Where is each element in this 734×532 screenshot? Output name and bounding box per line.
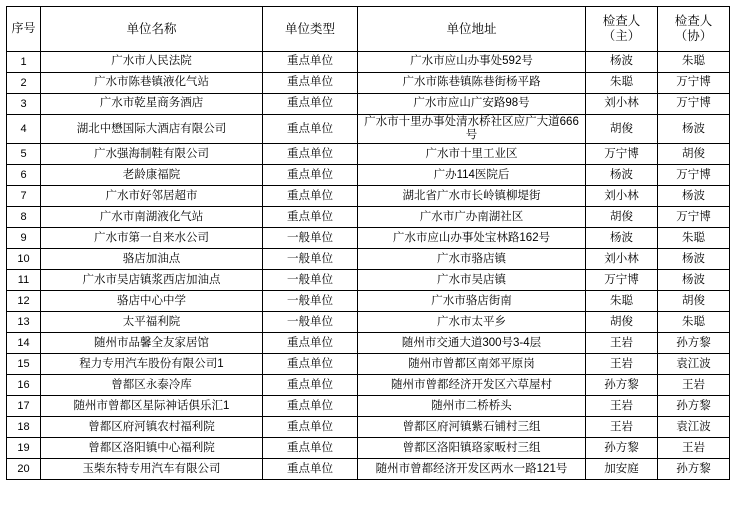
cell-seq: 10	[7, 249, 41, 270]
column-header-address: 单位地址	[358, 7, 586, 52]
cell-inspector-main: 王岩	[586, 396, 658, 417]
table-row[interactable]	[7, 270, 730, 291]
cell-inspector-assist: 孙方黎	[658, 396, 730, 417]
cell-type: 重点单位	[263, 165, 358, 186]
cell-seq: 9	[7, 228, 41, 249]
cell-address: 广水市十里办事处清水桥社区应广大道666号	[358, 115, 586, 144]
cell-type: 重点单位	[263, 333, 358, 354]
cell-address: 广水市应山办事处宝林路162号	[358, 228, 586, 249]
cell-seq: 7	[7, 186, 41, 207]
cell-address: 随州市交通大道300号3-4层	[358, 333, 586, 354]
cell-inspector-main: 杨波	[586, 228, 658, 249]
column-header-inspector-main	[586, 7, 658, 52]
cell-seq: 17	[7, 396, 41, 417]
column-header-seq: 序号	[7, 7, 41, 52]
cell-inspector-assist: 万宁博	[658, 165, 730, 186]
cell-inspector-assist: 孙方黎	[658, 459, 730, 480]
cell-name: 广水市第一自来水公司	[41, 228, 263, 249]
cell-inspector-main: 孙方黎	[586, 375, 658, 396]
column-header-type: 单位类型	[263, 7, 358, 52]
cell-name: 骆店中心中学	[41, 291, 263, 312]
table-row[interactable]	[7, 144, 730, 165]
cell-seq: 18	[7, 417, 41, 438]
cell-address: 曾都区府河镇紫石铺村三组	[358, 417, 586, 438]
cell-type: 一般单位	[263, 249, 358, 270]
cell-inspector-assist: 杨波	[658, 270, 730, 291]
column-header-inspector-assist-line1: 检查人	[674, 14, 713, 28]
cell-inspector-main: 杨波	[586, 52, 658, 73]
table-body	[7, 52, 730, 480]
cell-name: 老龄康福院	[41, 165, 263, 186]
cell-seq: 11	[7, 270, 41, 291]
cell-inspector-assist: 胡俊	[658, 144, 730, 165]
cell-name: 随州市品馨全友家居馆	[41, 333, 263, 354]
cell-type: 重点单位	[263, 144, 358, 165]
cell-seq: 15	[7, 354, 41, 375]
cell-name: 广水市人民法院	[41, 52, 263, 73]
cell-name: 广水市吴店镇浆西店加油点	[41, 270, 263, 291]
cell-inspector-main: 胡俊	[586, 207, 658, 228]
table-row[interactable]	[7, 165, 730, 186]
cell-address: 广水市骆店镇	[358, 249, 586, 270]
cell-inspector-main: 万宁博	[586, 270, 658, 291]
cell-inspector-assist: 王岩	[658, 438, 730, 459]
cell-inspector-main: 朱聪	[586, 73, 658, 94]
table-row[interactable]	[7, 94, 730, 115]
cell-name: 骆店加油点	[41, 249, 263, 270]
table-row[interactable]	[7, 228, 730, 249]
cell-type: 重点单位	[263, 396, 358, 417]
cell-inspector-assist: 胡俊	[658, 291, 730, 312]
cell-address: 广水市吴店镇	[358, 270, 586, 291]
cell-seq: 5	[7, 144, 41, 165]
cell-seq: 3	[7, 94, 41, 115]
cell-name: 曾都区府河镇农村福利院	[41, 417, 263, 438]
inspection-units-table	[6, 6, 730, 480]
cell-address: 广办114医院后	[358, 165, 586, 186]
table-row[interactable]	[7, 396, 730, 417]
cell-seq: 12	[7, 291, 41, 312]
column-header-inspector-assist-line2: （协）	[674, 29, 713, 43]
table-row[interactable]	[7, 354, 730, 375]
cell-address: 广水市骆店街南	[358, 291, 586, 312]
cell-inspector-assist: 杨波	[658, 249, 730, 270]
cell-address: 随州市曾都经济开发区两水一路121号	[358, 459, 586, 480]
cell-name: 太平福利院	[41, 312, 263, 333]
cell-name: 广水市乾星商务酒店	[41, 94, 263, 115]
cell-seq: 14	[7, 333, 41, 354]
cell-address: 曾都区洛阳镇珞家畈村三组	[358, 438, 586, 459]
cell-name: 广水市陈巷镇液化气站	[41, 73, 263, 94]
cell-address: 广水市广办南湖社区	[358, 207, 586, 228]
cell-inspector-assist: 万宁博	[658, 94, 730, 115]
cell-inspector-assist: 朱聪	[658, 228, 730, 249]
cell-seq: 6	[7, 165, 41, 186]
cell-type: 重点单位	[263, 417, 358, 438]
cell-inspector-assist: 袁江波	[658, 417, 730, 438]
table-row[interactable]	[7, 312, 730, 333]
cell-type: 一般单位	[263, 228, 358, 249]
cell-inspector-main: 万宁博	[586, 144, 658, 165]
cell-name: 随州市曾都区星际神话俱乐汇1	[41, 396, 263, 417]
cell-inspector-assist: 杨波	[658, 186, 730, 207]
cell-type: 重点单位	[263, 207, 358, 228]
table-row[interactable]	[7, 186, 730, 207]
table-row[interactable]	[7, 375, 730, 396]
cell-inspector-assist: 王岩	[658, 375, 730, 396]
cell-inspector-main: 胡俊	[586, 312, 658, 333]
cell-inspector-main: 王岩	[586, 354, 658, 375]
cell-name: 曾都区永泰冷库	[41, 375, 263, 396]
cell-type: 重点单位	[263, 52, 358, 73]
cell-inspector-assist: 朱聪	[658, 52, 730, 73]
table-row[interactable]	[7, 459, 730, 480]
cell-inspector-main: 胡俊	[586, 115, 658, 144]
cell-address: 广水市陈巷镇陈巷街杨平路	[358, 73, 586, 94]
table-row[interactable]	[7, 438, 730, 459]
cell-name: 广水市南湖液化气站	[41, 207, 263, 228]
cell-address: 随州市二桥桥头	[358, 396, 586, 417]
cell-seq: 13	[7, 312, 41, 333]
cell-inspector-assist: 袁江波	[658, 354, 730, 375]
cell-seq: 8	[7, 207, 41, 228]
table-row[interactable]	[7, 249, 730, 270]
table-row[interactable]	[7, 52, 730, 73]
cell-seq: 2	[7, 73, 41, 94]
table-row[interactable]	[7, 291, 730, 312]
cell-seq: 1	[7, 52, 41, 73]
cell-type: 重点单位	[263, 354, 358, 375]
cell-type: 重点单位	[263, 459, 358, 480]
cell-type: 重点单位	[263, 115, 358, 144]
column-header-inspector-assist	[658, 7, 730, 52]
table-row[interactable]	[7, 417, 730, 438]
cell-name: 曾都区洛阳镇中心福利院	[41, 438, 263, 459]
cell-inspector-main: 王岩	[586, 333, 658, 354]
header-row	[7, 7, 730, 52]
column-header-inspector-main-line1: 检查人	[602, 14, 641, 28]
cell-name: 广水强海制鞋有限公司	[41, 144, 263, 165]
cell-inspector-main: 王岩	[586, 417, 658, 438]
table-row[interactable]	[7, 207, 730, 228]
cell-seq: 4	[7, 115, 41, 144]
table-header	[7, 7, 730, 52]
cell-inspector-main: 刘小林	[586, 249, 658, 270]
cell-type: 一般单位	[263, 291, 358, 312]
cell-inspector-assist: 朱聪	[658, 312, 730, 333]
cell-address: 广水市十里工业区	[358, 144, 586, 165]
cell-inspector-main: 杨波	[586, 165, 658, 186]
cell-seq: 16	[7, 375, 41, 396]
cell-inspector-assist: 万宁博	[658, 73, 730, 94]
cell-type: 重点单位	[263, 375, 358, 396]
cell-address: 湖北省广水市长岭镇柳堤街	[358, 186, 586, 207]
column-header-name: 单位名称	[41, 7, 263, 52]
cell-name: 程力专用汽车股份有限公司1	[41, 354, 263, 375]
cell-inspector-main: 朱聪	[586, 291, 658, 312]
cell-inspector-main: 加安庭	[586, 459, 658, 480]
table-row[interactable]	[7, 73, 730, 94]
cell-address: 广水市太平乡	[358, 312, 586, 333]
cell-address: 广水市应山广安路98号	[358, 94, 586, 115]
cell-seq: 19	[7, 438, 41, 459]
cell-type: 一般单位	[263, 270, 358, 291]
cell-type: 重点单位	[263, 186, 358, 207]
table-row[interactable]	[7, 115, 730, 144]
cell-type: 重点单位	[263, 73, 358, 94]
cell-inspector-assist: 孙方黎	[658, 333, 730, 354]
cell-type: 一般单位	[263, 312, 358, 333]
cell-type: 重点单位	[263, 94, 358, 115]
cell-type: 重点单位	[263, 438, 358, 459]
cell-name: 湖北中懋国际大酒店有限公司	[41, 115, 263, 144]
cell-inspector-main: 刘小林	[586, 186, 658, 207]
cell-name: 玉柴东特专用汽车有限公司	[41, 459, 263, 480]
cell-address: 广水市应山办事处592号	[358, 52, 586, 73]
cell-inspector-main: 刘小林	[586, 94, 658, 115]
cell-name: 广水市好邻居超市	[41, 186, 263, 207]
cell-address: 随州市曾都区南郊平原岗	[358, 354, 586, 375]
cell-inspector-assist: 杨波	[658, 115, 730, 144]
table-row[interactable]	[7, 333, 730, 354]
cell-inspector-main: 孙方黎	[586, 438, 658, 459]
cell-address: 随州市曾都经济开发区六草屋村	[358, 375, 586, 396]
column-header-inspector-main-line2: （主）	[602, 29, 641, 43]
cell-seq: 20	[7, 459, 41, 480]
cell-inspector-assist: 万宁博	[658, 207, 730, 228]
